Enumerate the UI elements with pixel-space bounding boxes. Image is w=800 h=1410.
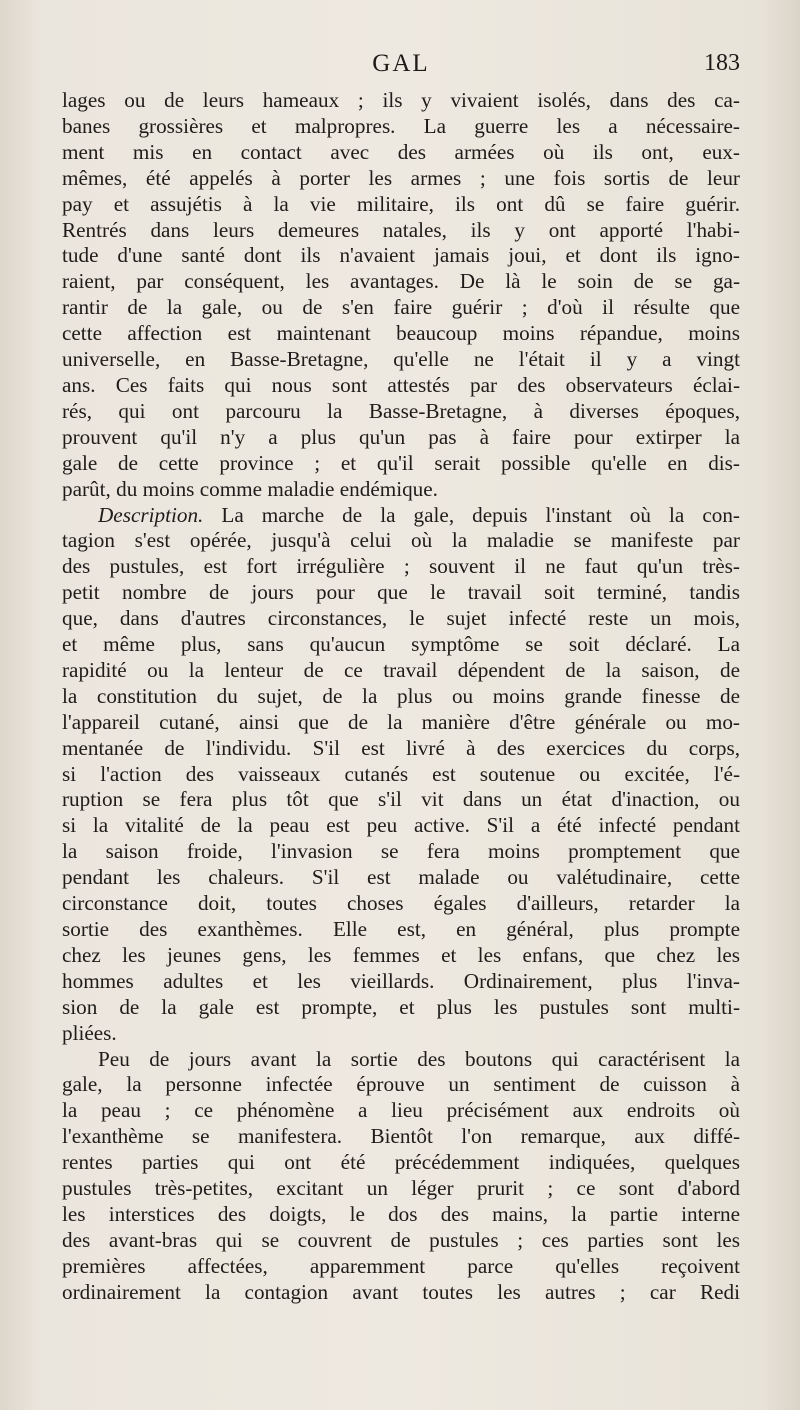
text-line: la constitution du sujet, de la plus ou moins grande finesse de <box>62 683 740 708</box>
body-text <box>62 88 740 1306</box>
text-line: ment mis en contact avec des armées où ils ont, eux- <box>62 139 740 164</box>
text-line: la saison froide, l'invasion se fera moins promptement que <box>62 839 740 864</box>
text-line: lages ou de leurs hameaux ; ils y vivaient isolés, dans des ca- <box>62 88 740 112</box>
paragraph-2 <box>62 503 740 1047</box>
text-line: universelle, en Basse-Bretagne, qu'elle ne l'était il y a vingt <box>62 347 740 372</box>
text-line: rentes parties qui ont été précédemment indiquées, quelques <box>62 1150 740 1175</box>
section-lead: Description. <box>98 502 204 527</box>
text-line: gale, la personne infectée éprouve un sentiment de cuisson à <box>62 1072 740 1097</box>
text-line: prouvent qu'il n'y a plus qu'un pas à faire pour extirper la <box>62 424 740 449</box>
text-line: tagion s'est opérée, jusqu'à celui où la maladie se manifeste par <box>62 528 740 553</box>
text-line: la peau ; ce phénomène a lieu précisément aux endroits où <box>62 1098 740 1123</box>
text-line: pliées. <box>62 1020 117 1045</box>
text-line: tude d'une santé dont ils n'avaient jamais joui, et dont ils igno- <box>62 243 740 268</box>
text-line: rantir de la gale, ou de s'en faire guérir ; d'où il résulte que <box>62 295 740 320</box>
text-line: Rentrés dans leurs demeures natales, ils y ont apporté l'habi- <box>62 217 740 242</box>
text-line: si la vitalité de la peau est peu active. S'il a été infecté pendant <box>62 813 740 838</box>
text-line-rest: La marche de la gale, depuis l'instant où la con- <box>203 502 740 527</box>
text-line: mentanée de l'individu. S'il est livré à des exercices du corps, <box>62 735 740 760</box>
text-line: cette affection est maintenant beaucoup moins répandue, moins <box>62 321 740 346</box>
running-head: GAL <box>372 50 430 77</box>
text-line: gale de cette province ; et qu'il serait possible qu'elle en dis- <box>62 450 740 475</box>
text-line: banes grossières et malpropres. La guerre les a nécessaire- <box>62 113 740 138</box>
text-line: parût, du moins comme maladie endémique. <box>62 476 438 501</box>
page-number: 183 <box>704 50 740 76</box>
text-line: raient, par conséquent, les avantages. De là le soin de se ga- <box>62 269 740 294</box>
text-line: l'exanthème se manifestera. Bientôt l'on remarque, aux diffé- <box>62 1124 740 1149</box>
text-line: Peu de jours avant la sortie des boutons qui caractérisent la <box>98 1046 740 1071</box>
text-line: les interstices des doigts, le dos des mains, la partie interne <box>62 1201 740 1226</box>
text-line: si l'action des vaisseaux cutanés est soutenue ou excitée, l'é- <box>62 761 740 786</box>
text-line: rapidité ou la lenteur de ce travail dépendent de la saison, de <box>62 657 740 682</box>
text-line: des pustules, est fort irrégulière ; souvent il ne faut qu'un très- <box>62 554 740 579</box>
text-line: ordinairement la contagion avant toutes les autres ; car Redi <box>62 1279 740 1304</box>
text-line: que, dans d'autres circonstances, le sujet infecté reste un mois, <box>62 606 740 631</box>
text-line: ans. Ces faits qui nous sont attestés par des observateurs éclai- <box>62 372 740 397</box>
text-line: circonstance doit, toutes choses égales d'ailleurs, retarder la <box>62 891 740 916</box>
text-line: l'appareil cutané, ainsi que de la manière d'être générale ou mo- <box>62 709 740 734</box>
text-line: sion de la gale est prompte, et plus les pustules sont multi- <box>62 994 740 1019</box>
paragraph-3 <box>62 1047 740 1306</box>
text-line: petit nombre de jours pour que le travail soit terminé, tandis <box>62 580 740 605</box>
text-line: des avant-bras qui se couvrent de pustules ; ces parties sont les <box>62 1227 740 1252</box>
paragraph-1 <box>62 88 740 503</box>
text-line: hommes adultes et les vieillards. Ordinairement, plus l'inva- <box>62 968 740 993</box>
page-header <box>62 50 740 86</box>
text-line <box>62 503 740 529</box>
text-line: ruption se fera plus tôt que s'il vit dans un état d'inaction, ou <box>62 787 740 812</box>
text-line: rés, qui ont parcouru la Basse-Bretagne, à diverses époques, <box>62 398 740 423</box>
text-line: sortie des exanthèmes. Elle est, en général, plus prompte <box>62 917 740 941</box>
text-line: mêmes, été appelés à porter les armes ; une fois sortis de leur <box>62 165 740 190</box>
text-line: premières affectées, apparemment parce qu'elles reçoivent <box>62 1253 740 1278</box>
text-line: pay et assujétis à la vie militaire, ils ont dû se faire guérir. <box>62 191 740 216</box>
text-line: pendant les chaleurs. S'il est malade ou valétudinaire, cette <box>62 865 740 890</box>
text-line: chez les jeunes gens, les femmes et les enfans, que chez les <box>62 942 740 967</box>
text-line: et même plus, sans qu'aucun symptôme se soit déclaré. La <box>62 632 740 657</box>
text-line: pustules très-petites, excitant un léger prurit ; ce sont d'abord <box>62 1176 740 1201</box>
